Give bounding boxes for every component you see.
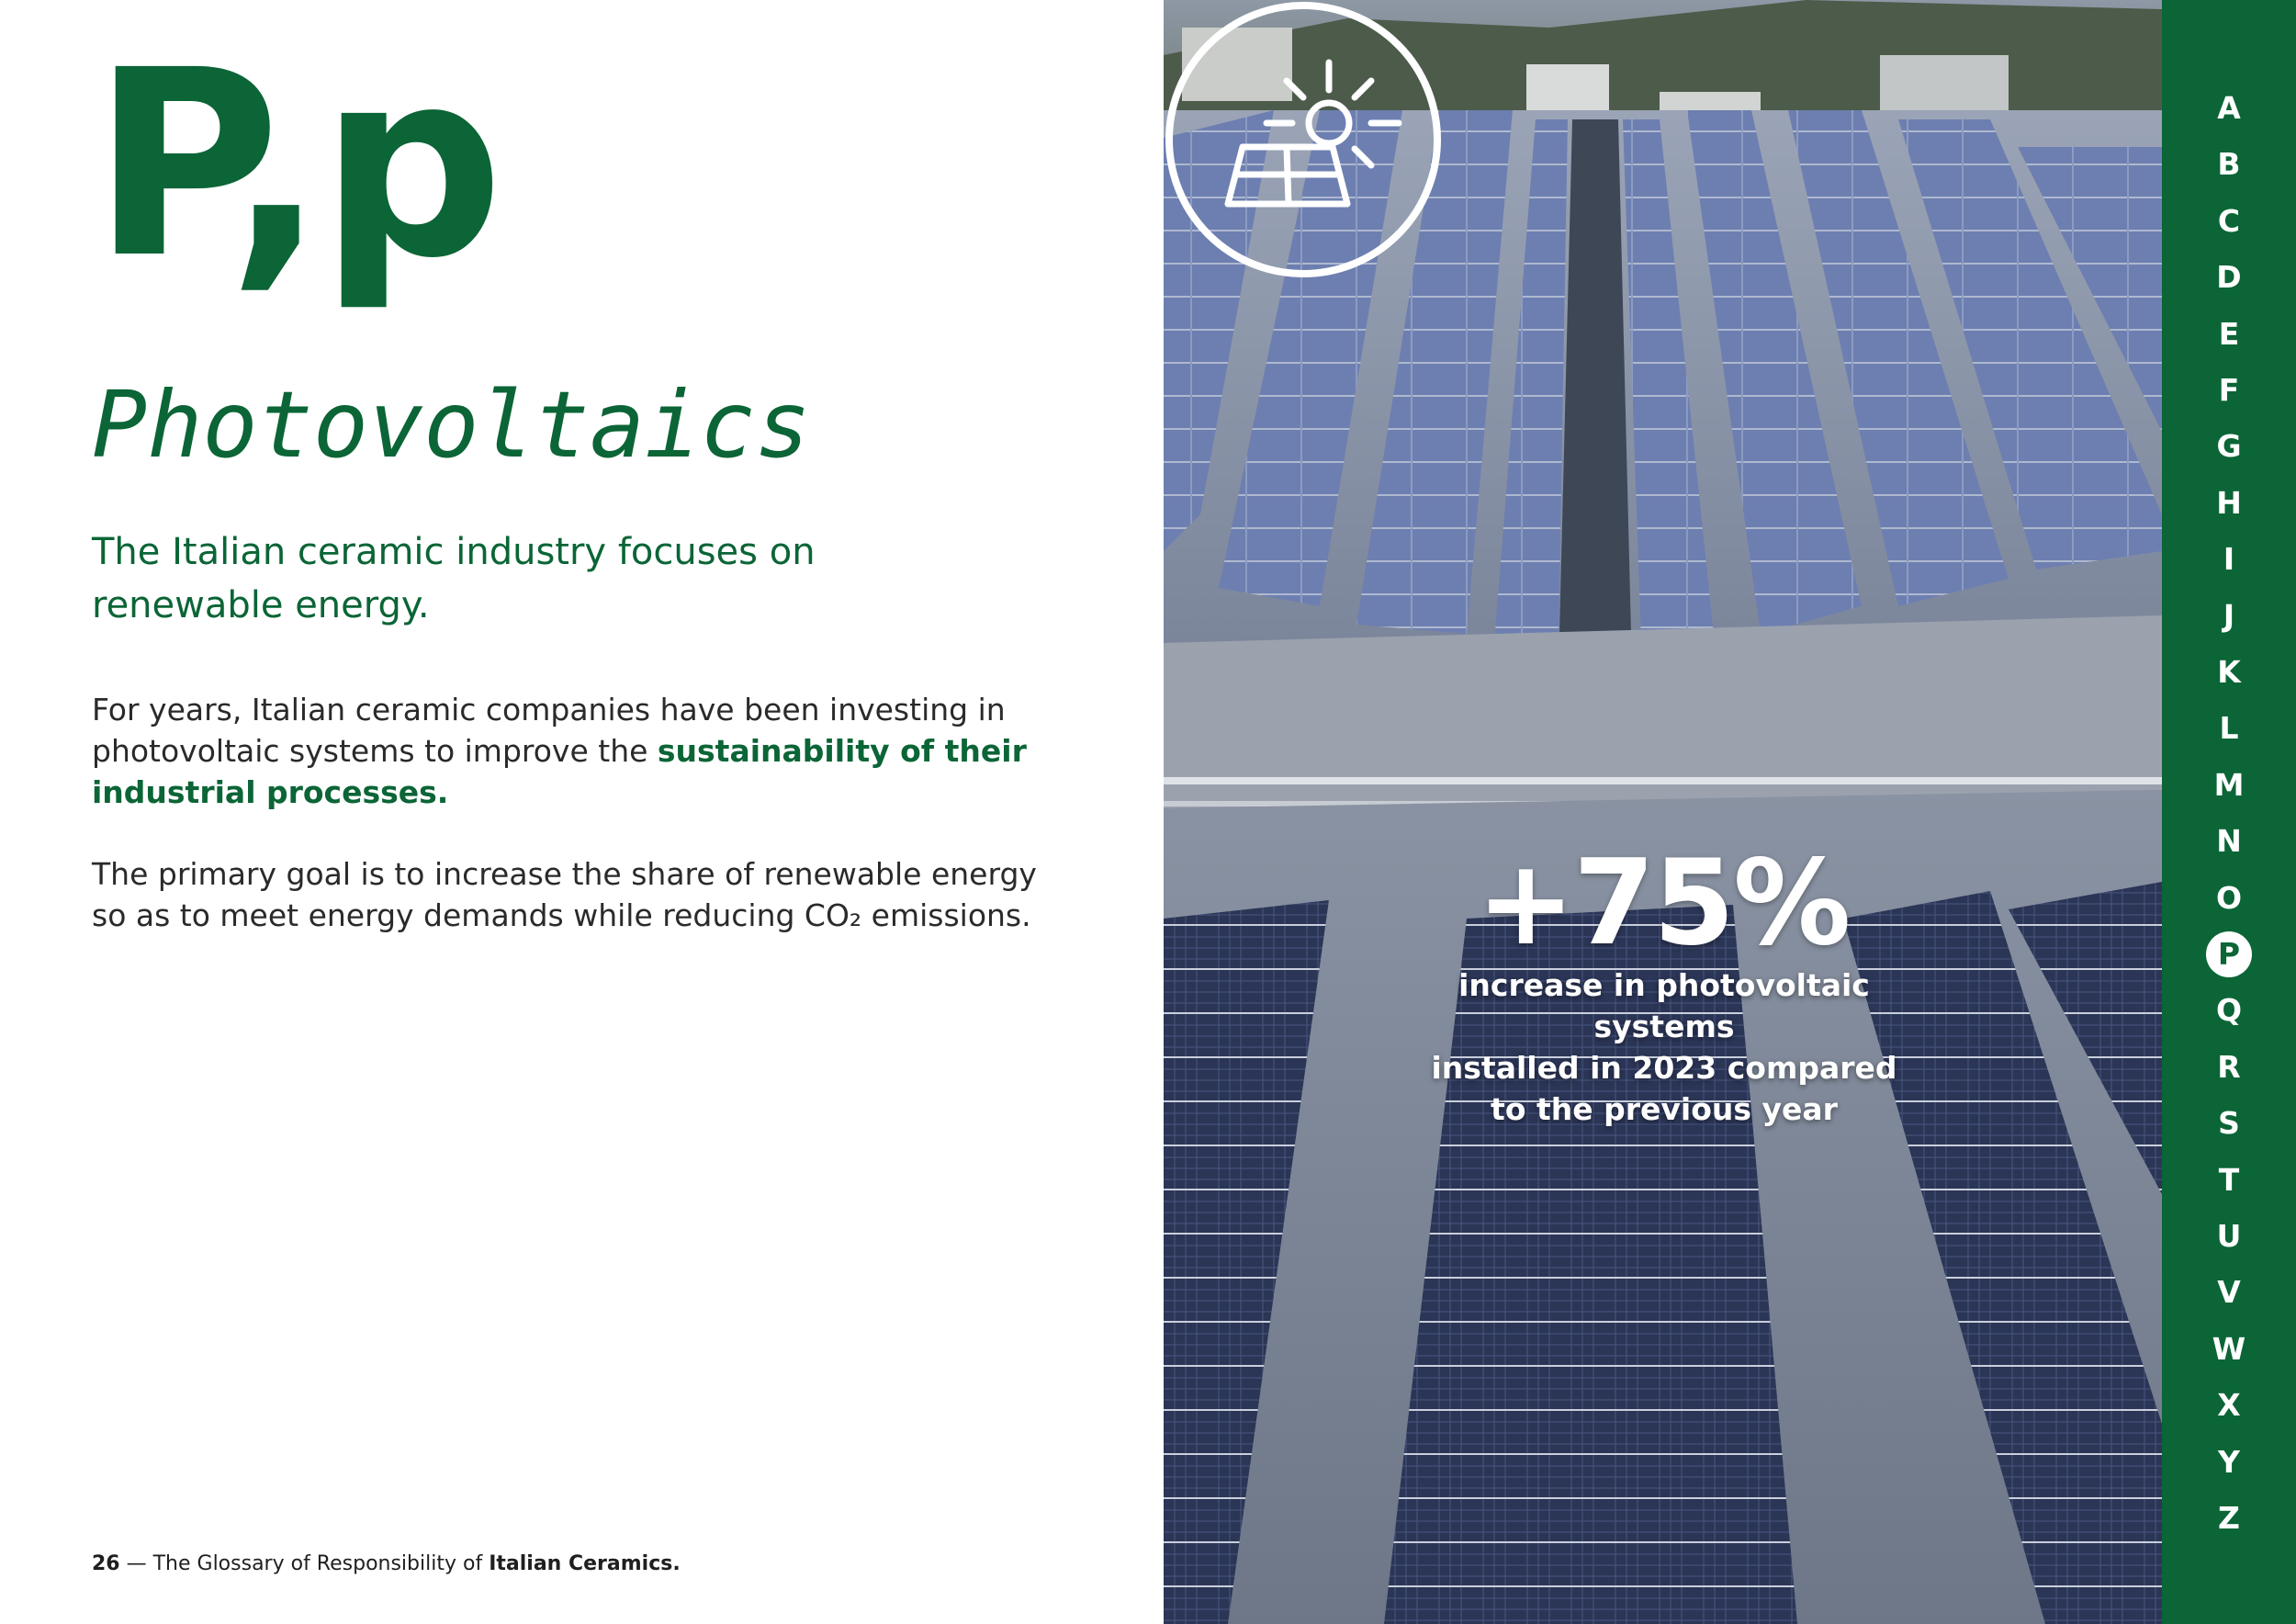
alphabet-letter-label: A bbox=[2217, 90, 2241, 126]
alphabet-letter-z[interactable] bbox=[2162, 1495, 2296, 1541]
alphabet-letter-x[interactable] bbox=[2162, 1382, 2296, 1428]
alphabet-letter-r[interactable] bbox=[2162, 1044, 2296, 1090]
alphabet-letter-e[interactable] bbox=[2162, 311, 2296, 357]
goal-paragraph: The primary goal is to increase the share of renewable energy so as to meet energy demands while reducing CO₂ emissions. bbox=[92, 856, 1037, 933]
alphabet-letter-j[interactable] bbox=[2162, 593, 2296, 639]
stat-value: +75% bbox=[1476, 835, 1850, 972]
alphabet-letter-label: O bbox=[2215, 880, 2243, 916]
alphabet-letter-f[interactable] bbox=[2162, 367, 2296, 413]
glossary-letter: P,p bbox=[92, 16, 499, 315]
intro-text: For years, Italian ceramic companies have been investing in photovoltaic systems to improve the bbox=[92, 692, 1006, 769]
alphabet-letter-label: N bbox=[2216, 823, 2242, 859]
alphabet-letter-q[interactable] bbox=[2162, 987, 2296, 1033]
alphabet-letter-label: J bbox=[2223, 598, 2235, 634]
alphabet-letter-g[interactable] bbox=[2162, 423, 2296, 469]
alphabet-letter-label: X bbox=[2217, 1387, 2241, 1423]
footer-text: — The Glossary of Responsibility of bbox=[119, 1552, 490, 1575]
solar-roof-photo bbox=[1164, 0, 2162, 1624]
alphabet-letter-label: R bbox=[2217, 1049, 2241, 1085]
stat-line-1: increase in photovoltaic systems bbox=[1458, 967, 1870, 1044]
alphabet-letter-label: V bbox=[2217, 1274, 2241, 1310]
stat-line-2: installed in 2023 compared bbox=[1431, 1050, 1897, 1086]
alphabet-letter-label: W bbox=[2212, 1331, 2246, 1367]
alphabet-letter-c[interactable] bbox=[2162, 198, 2296, 244]
alphabet-letter-a[interactable] bbox=[2162, 85, 2296, 131]
alphabet-letter-m[interactable] bbox=[2162, 762, 2296, 808]
alphabet-letter-label: Y bbox=[2218, 1444, 2240, 1480]
page-footer bbox=[92, 1552, 681, 1575]
alphabet-letter-i[interactable] bbox=[2162, 536, 2296, 582]
alphabet-letter-u[interactable] bbox=[2162, 1213, 2296, 1259]
alphabet-letter-label: H bbox=[2216, 485, 2242, 521]
alphabet-letter-label: D bbox=[2216, 259, 2242, 295]
alphabet-letter-k[interactable] bbox=[2162, 649, 2296, 695]
solar-panel-sun-icon bbox=[1164, 0, 1443, 279]
alphabet-letter-y[interactable] bbox=[2162, 1439, 2296, 1485]
alphabet-letter-label: I bbox=[2223, 541, 2235, 577]
alphabet-letter-label: M bbox=[2213, 767, 2245, 803]
alphabet-letter-s[interactable] bbox=[2162, 1100, 2296, 1146]
alphabet-letter-label: G bbox=[2216, 428, 2242, 464]
stat-description bbox=[1387, 964, 1941, 1130]
page-title: Photovoltaics bbox=[92, 371, 811, 479]
alphabet-letter-b[interactable] bbox=[2162, 141, 2296, 187]
alphabet-index bbox=[2162, 0, 2296, 1624]
alphabet-letter-d[interactable] bbox=[2162, 254, 2296, 300]
alphabet-letter-t[interactable] bbox=[2162, 1157, 2296, 1203]
intro-paragraph bbox=[92, 689, 1047, 813]
alphabet-letter-label: E bbox=[2218, 316, 2240, 352]
intro-highlight: sustainability of their industrial processes. bbox=[92, 733, 1027, 810]
alphabet-letter-v[interactable] bbox=[2162, 1269, 2296, 1315]
alphabet-letter-label: F bbox=[2218, 372, 2240, 408]
alphabet-letter-label: P bbox=[2206, 931, 2252, 977]
publication-name: Italian Ceramics. bbox=[489, 1552, 681, 1575]
alphabet-letter-label: Q bbox=[2215, 992, 2243, 1028]
alphabet-letter-label: L bbox=[2219, 710, 2239, 746]
alphabet-letter-label: K bbox=[2217, 654, 2241, 690]
alphabet-letter-label: T bbox=[2218, 1162, 2240, 1198]
alphabet-letter-label: B bbox=[2217, 146, 2241, 182]
alphabet-letter-label: Z bbox=[2218, 1500, 2240, 1536]
alphabet-letter-o[interactable] bbox=[2162, 875, 2296, 921]
alphabet-letter-w[interactable] bbox=[2162, 1326, 2296, 1372]
alphabet-letter-p[interactable] bbox=[2162, 931, 2296, 977]
alphabet-letter-label: S bbox=[2218, 1105, 2240, 1141]
alphabet-letter-label: C bbox=[2217, 203, 2241, 239]
subtitle: The Italian ceramic industry focuses on renewable energy. bbox=[92, 531, 816, 626]
alphabet-letter-label: U bbox=[2216, 1218, 2242, 1254]
alphabet-letter-n[interactable] bbox=[2162, 818, 2296, 864]
alphabet-letter-h[interactable] bbox=[2162, 480, 2296, 526]
page-number: 26 bbox=[92, 1552, 120, 1575]
alphabet-letter-l[interactable] bbox=[2162, 705, 2296, 751]
stat-line-3: to the previous year bbox=[1491, 1091, 1838, 1127]
